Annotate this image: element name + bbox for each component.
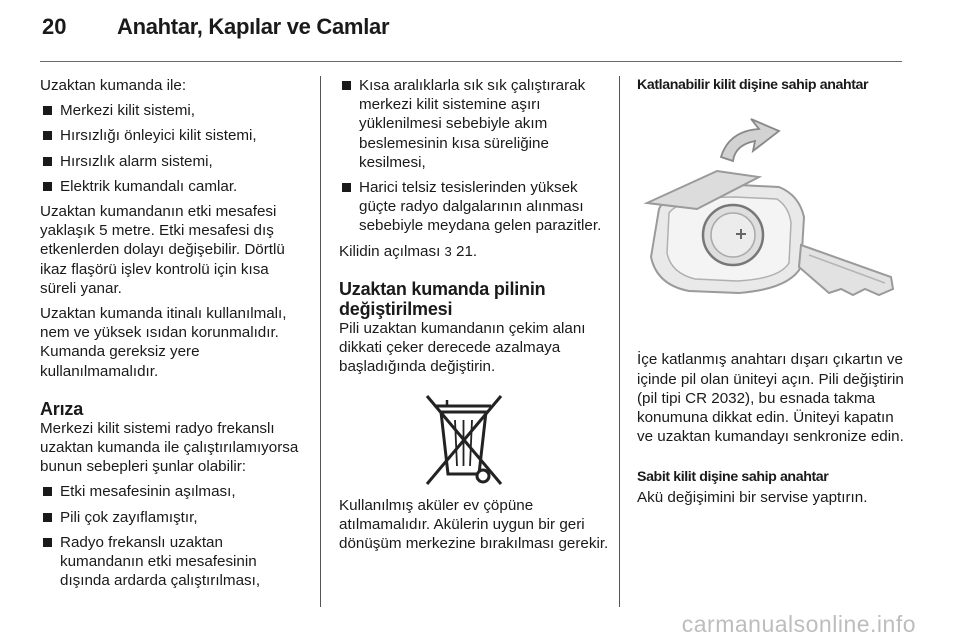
intro-text: Uzaktan kumanda ile: bbox=[40, 77, 187, 94]
watermark: carmanualsonline.info bbox=[681, 611, 916, 637]
intro-list bbox=[40, 101, 308, 196]
list-item: Merkezi kilit sistemi, bbox=[40, 101, 308, 120]
fault-list bbox=[40, 482, 308, 590]
page-number: 20 bbox=[42, 14, 67, 39]
battery-heading: Uzaktan kumanda pilinin değiştirilmesi bbox=[339, 278, 546, 319]
list-item: Hırsızlığı önleyici kilit sistemi, bbox=[40, 126, 308, 145]
fault-paragraph: Merkezi kilit sistemi radyo frekanslı uzaktan kumanda ile çalıştırılamıyorsa bunun sebepleri şunlar olabilir: bbox=[40, 419, 299, 476]
column-1 bbox=[40, 76, 308, 590]
list-item: Pili çok zayıflamıştır, bbox=[40, 508, 308, 527]
header-divider bbox=[40, 61, 902, 62]
unlock-reference bbox=[339, 242, 611, 261]
battery-paragraph: Pili uzaktan kumandanın çekim alanı dikkati çeker derecede azalmaya başladığında değiştirin. bbox=[339, 319, 586, 376]
disposal-paragraph: Kullanılmış aküler ev çöpüne atılmamalıdır. Akülerin uygun bir geri dönüşüm merkezine bırakılması gerekir. bbox=[339, 496, 609, 553]
list-item: Kısa aralıklarla sık sık çalıştırarak merkezi kilit sistemine aşırı yüklenilmesi sebebiyle akım beslemesinin kısa süreliğine kesilmesi, bbox=[339, 76, 611, 172]
list-item: Elektrik kumandalı camlar. bbox=[40, 177, 308, 196]
unlock-page-link[interactable]: 21. bbox=[456, 242, 478, 260]
fixed-key-paragraph: Akü değişimini bir servise yaptırın. bbox=[637, 488, 868, 506]
foldable-key-heading: Katlanabilir kilit dişine sahip anahtar bbox=[637, 77, 869, 93]
page-ref-arrow-icon: 3 bbox=[444, 243, 452, 259]
page-title: Anahtar, Kapılar ve Camlar bbox=[117, 14, 390, 39]
list-item: Harici telsiz tesislerinden yüksek güçte radyo dalgalarının alınması sebebiyle meydana gelen parazitler. bbox=[339, 178, 611, 236]
care-paragraph: Uzaktan kumanda itinalı kullanılmalı, nem ve yüksek ısıdan korunmalıdır. Kumanda gereksiz yere kullanılmamalıdır. bbox=[40, 305, 287, 380]
folding-key-battery-illustration bbox=[629, 117, 907, 331]
range-paragraph: Uzaktan kumandanın etki mesafesi yaklaşık 5 metre. Etki mesafesi dış etkenlerden dolayı değişebilir. Dörtlü ikaz flaşörü işlev kontrolü için kısa süreli yanar. bbox=[40, 203, 285, 297]
crossed-out-bin-icon bbox=[419, 390, 509, 490]
fault-heading: Arıza bbox=[40, 398, 84, 419]
list-item: Etki mesafesinin aşılması, bbox=[40, 482, 308, 501]
column-divider bbox=[619, 76, 620, 607]
list-item: Hırsızlık alarm sistemi, bbox=[40, 152, 308, 171]
column-divider bbox=[320, 76, 321, 607]
unlock-text: Kilidin açılması bbox=[339, 242, 441, 260]
column-3 bbox=[637, 76, 909, 507]
list-item: Radyo frekanslı uzaktan kumandanın etki mesafesinin dışında ardarda çalıştırılması, bbox=[40, 533, 308, 591]
fault-list-continued bbox=[339, 76, 611, 236]
foldable-key-paragraph: İçe katlanmış anahtarı dışarı çıkartın ve içinde pil olan üniteyi açın. Pili değiştirin (pil tipi CR 2032), bu esnada takma konumuna dikkat edin. Üniteyi kapatın ve uzaktan kumandayı senkronize edin. bbox=[637, 351, 904, 446]
fixed-key-heading: Sabit kilit dişine sahip anahtar bbox=[637, 469, 829, 486]
column-2 bbox=[339, 76, 611, 553]
